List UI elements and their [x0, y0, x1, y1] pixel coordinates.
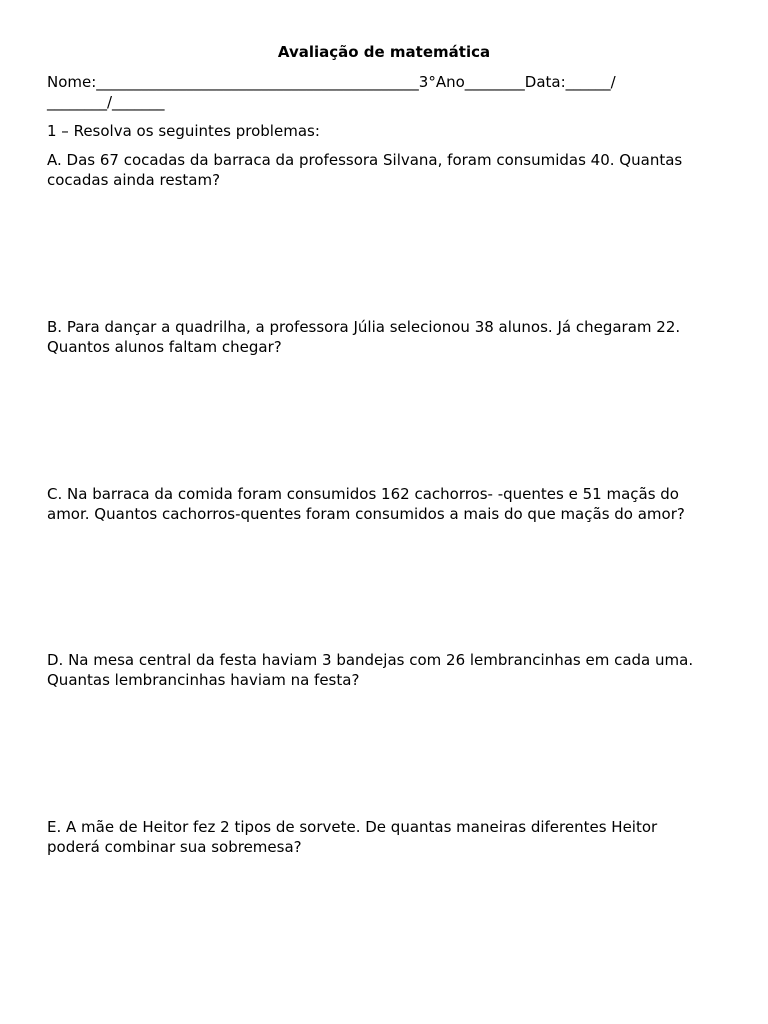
question-text-line: C. Na barraca da comida foram consumidos 162 cachorros- -quentes e 51 maçãs do	[47, 485, 679, 503]
question-c	[47, 484, 727, 524]
question-b	[47, 317, 727, 357]
instruction-text: 1 – Resolva os seguintes problemas:	[47, 122, 320, 140]
question-text-line: cocadas ainda restam?	[47, 171, 221, 189]
question-text-line: poderá combinar sua sobremesa?	[47, 838, 302, 856]
question-e	[47, 817, 727, 857]
question-text-line: Quantas lembrancinhas haviam na festa?	[47, 671, 360, 689]
question-text-line: amor. Quantos cachorros-quentes foram consumidos a mais do que maçãs do amor?	[47, 505, 685, 523]
question-text-line: E. A mãe de Heitor fez 2 tipos de sorvete. De quantas maneiras diferentes Heitor	[47, 818, 658, 836]
question-text-line: B. Para dançar a quadrilha, a professora Júlia selecionou 38 alunos. Já chegaram 22.	[47, 318, 681, 336]
question-text-line: D. Na mesa central da festa haviam 3 bandejas com 26 lembrancinhas em cada uma.	[47, 651, 694, 669]
student-info-line-continued: ________/_______	[47, 93, 165, 111]
question-a	[47, 150, 727, 190]
question-text-line: A. Das 67 cocadas da barraca da professora Silvana, foram consumidas 40. Quantas	[47, 151, 683, 169]
student-info-line: Nome:___________________________________________3°Ano________Data:______/	[47, 73, 616, 91]
question-d	[47, 650, 727, 690]
question-text-line: Quantos alunos faltam chegar?	[47, 338, 282, 356]
page-title: Avaliação de matemática	[277, 43, 491, 61]
